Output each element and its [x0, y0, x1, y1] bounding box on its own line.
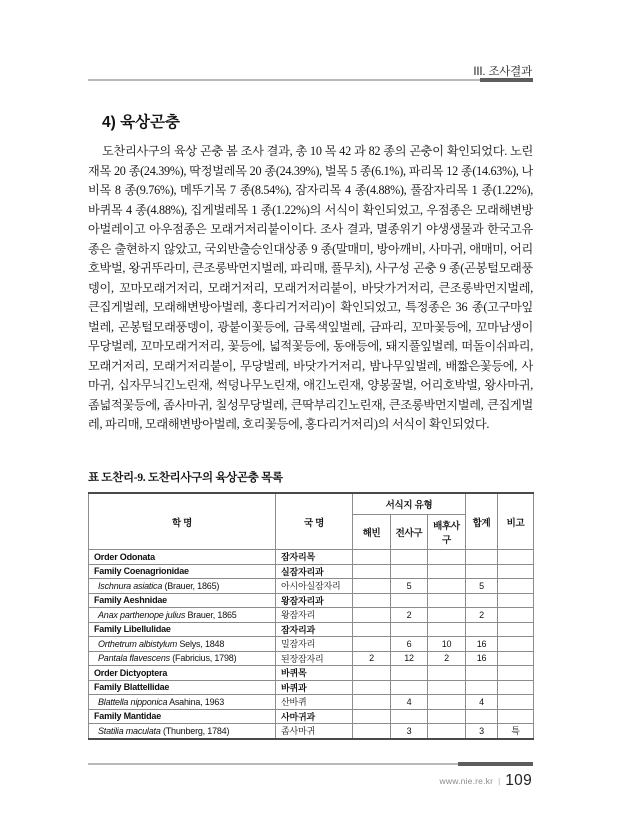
column-header-habitat-group: 서식지 유형	[353, 493, 466, 515]
scientific-name-italic: Orthetrum albistylum	[98, 638, 178, 649]
table-row-order	[89, 666, 534, 681]
footer-url: www.nie.re.kr	[439, 776, 494, 786]
korean-name-cell: 왕잠자리과	[276, 593, 353, 608]
scientific-name-cell: Family Blattellidae	[89, 680, 276, 695]
header-rule	[88, 79, 533, 81]
total-cell: 16	[466, 651, 498, 666]
note-cell	[498, 666, 534, 681]
total-cell	[466, 593, 498, 608]
scientific-name-cell: Pantala flavescens (Fabricius, 1798)	[89, 651, 276, 666]
habitat-foredune-cell: 3	[391, 724, 428, 739]
column-header-habitat-foredune: 전사구	[391, 515, 428, 550]
habitat-foredune-cell	[391, 709, 428, 724]
column-header-scientific-name: 학 명	[89, 493, 276, 550]
habitat-beach-cell	[353, 608, 391, 623]
total-cell: 5	[466, 579, 498, 594]
habitat-backdune-cell	[428, 680, 466, 695]
species-table	[88, 492, 534, 740]
scientific-name-italic: Statilia maculata	[98, 725, 161, 736]
habitat-beach-cell	[353, 680, 391, 695]
column-header-habitat-backdune: 배후사구	[428, 515, 466, 550]
korean-name-cell: 된장잠자리	[276, 651, 353, 666]
header-rule-accent	[480, 78, 533, 82]
table-row-family	[89, 622, 534, 637]
habitat-foredune-cell: 4	[391, 695, 428, 710]
habitat-foredune-cell	[391, 593, 428, 608]
habitat-backdune-cell	[428, 564, 466, 579]
habitat-backdune-cell	[428, 709, 466, 724]
scientific-name-cell: Family Libellulidae	[89, 622, 276, 637]
note-cell	[498, 695, 534, 710]
note-cell	[498, 608, 534, 623]
scientific-name-cell: Family Aeshnidae	[89, 593, 276, 608]
habitat-foredune-cell	[391, 550, 428, 565]
korean-name-cell: 왕잠자리	[276, 608, 353, 623]
scientific-name-italic: Ischnura asiatica	[98, 580, 163, 591]
page-footer	[440, 772, 532, 790]
korean-name-cell: 밀잠자리	[276, 637, 353, 652]
note-cell	[498, 680, 534, 695]
table-row-family	[89, 709, 534, 724]
scientific-name-italic: Pantala flavescens	[98, 653, 170, 664]
habitat-foredune-cell	[391, 564, 428, 579]
column-header-note: 비고	[498, 493, 534, 550]
table-row-species	[89, 579, 534, 594]
habitat-foredune-cell	[391, 622, 428, 637]
korean-name-cell: 아시아실잠자리	[276, 579, 353, 594]
habitat-backdune-cell	[428, 622, 466, 637]
table-caption: 표 도찬리-9. 도찬리사구의 육상곤충 목록	[88, 472, 283, 484]
species-table-body	[89, 550, 534, 739]
habitat-backdune-cell	[428, 608, 466, 623]
habitat-backdune-cell	[428, 724, 466, 739]
habitat-beach-cell	[353, 550, 391, 565]
table-row-species	[89, 651, 534, 666]
note-cell	[498, 637, 534, 652]
habitat-beach-cell	[353, 695, 391, 710]
body-paragraph: 도찬리사구의 육상 곤충 봄 조사 결과, 총 10 목 42 과 82 종의 곤충이 확인되었다. 노린재목 20 종(24.39%), 딱정벌레목 20 종(24.39%), 벌목 5 종(6.1%), 파리목 12 종(14.63%), 나비목 8 종(9.76%), 메뚜기목 7 종(8.54%), 잠자리목 4 종(4.88%), 풀잠자리목 1 종(1.22%), 바퀴목 4 종(4.88%), 집게벌레목 1 종(1.22%)의 서식이 확인되었고, 우점종은 모래해변방아벌레이고 아우점종은 모래거저리붙이이다. 조사 결과, 멸종위기 야생생물과 한국고유종은 출현하지 않았고, 국외반출승인대상종 9 종(말매미, 방아깨비, 사마귀, 애매미, 어리호박벌, 왕귀뚜라미, 큰조롱박먼지벌레, 파리매, 풀무치), 사구성 곤충 9 종(곤봉털모래풍뎅이, 꼬마모래거저리, 모래거저리, 모래거저리붙이, 바닷가거저리, 큰조롱박먼지벌레, 큰집게벌레, 모래해변방아벌레, 홍다리거저리)이 확인되었고, 특정종은 36 종(고구마잎벌레, 곤봉털모래풍뎅이, 광붙이꽃등에, 금록색잎벌레, 금파리, 꼬마꽃등에, 꼬마남생이무당벌레, 꼬마모래거저리, 꽃등에, 넓적꽃등에, 동애등에, 돼지풀잎벌레, 떠돌이쉬파리, 모래거저리, 모래거저리붙이, 무당벌레, 바닷가거저리, 밤나무잎벌레, 배짧은꽃등에, 사마귀, 십자무늬긴노린재, 썩덩나무노린재, 애긴노린재, 양봉꿀벌, 어리호박벌, 왕사마귀, 좀넓적꽃등에, 좀사마귀, 칠성무당벌레, 큰딱부리긴노린재, 큰조롱박먼지벌레, 큰집게벌레, 파리매, 모래해변방아벌레, 호리꽃등에, 홍다리거저리)의 서식이 확인되었다.	[88, 144, 533, 431]
habitat-foredune-cell: 5	[391, 579, 428, 594]
table-row-species	[89, 637, 534, 652]
scientific-name-italic: Blattella nipponica	[98, 696, 168, 707]
running-head: III. 조사결과	[473, 66, 532, 78]
habitat-foredune-cell: 12	[391, 651, 428, 666]
scientific-name-cell: Blattella nipponica Asahina, 1963	[89, 695, 276, 710]
korean-name-cell: 산바퀴	[276, 695, 353, 710]
habitat-backdune-cell	[428, 579, 466, 594]
habitat-foredune-cell	[391, 680, 428, 695]
note-cell	[498, 709, 534, 724]
habitat-backdune-cell	[428, 550, 466, 565]
habitat-backdune-cell	[428, 695, 466, 710]
habitat-beach-cell	[353, 622, 391, 637]
note-cell	[498, 651, 534, 666]
total-cell	[466, 666, 498, 681]
table-row-family	[89, 680, 534, 695]
scientific-name-cell: Order Dictyoptera	[89, 666, 276, 681]
scientific-name-cell: Family Mantidae	[89, 709, 276, 724]
total-cell	[466, 564, 498, 579]
note-cell	[498, 622, 534, 637]
note-cell	[498, 550, 534, 565]
korean-name-cell: 바퀴과	[276, 680, 353, 695]
table-row-order	[89, 550, 534, 565]
scientific-name-italic: Anax parthenope julius	[98, 609, 186, 620]
total-cell: 16	[466, 637, 498, 652]
total-cell: 3	[466, 724, 498, 739]
column-header-korean-name: 국 명	[276, 493, 353, 550]
habitat-beach-cell	[353, 637, 391, 652]
scientific-name-cell: Anax parthenope julius Brauer, 1865	[89, 608, 276, 623]
total-cell: 4	[466, 695, 498, 710]
habitat-backdune-cell	[428, 666, 466, 681]
habitat-beach-cell	[353, 666, 391, 681]
habitat-beach-cell	[353, 593, 391, 608]
total-cell: 2	[466, 608, 498, 623]
total-cell	[466, 680, 498, 695]
note-cell	[498, 579, 534, 594]
note-cell	[498, 564, 534, 579]
habitat-beach-cell	[353, 724, 391, 739]
habitat-beach-cell: 2	[353, 651, 391, 666]
table-row-family	[89, 593, 534, 608]
habitat-foredune-cell	[391, 666, 428, 681]
habitat-backdune-cell: 2	[428, 651, 466, 666]
total-cell	[466, 550, 498, 565]
section-heading: 4) 육상곤충	[102, 114, 180, 131]
table-row-species	[89, 695, 534, 710]
footer-separator: |	[498, 776, 501, 786]
scientific-name-cell: Order Odonata	[89, 550, 276, 565]
korean-name-cell: 잠자리목	[276, 550, 353, 565]
korean-name-cell: 잠자리과	[276, 622, 353, 637]
total-cell	[466, 622, 498, 637]
korean-name-cell: 사마귀과	[276, 709, 353, 724]
table-row-family	[89, 564, 534, 579]
habitat-backdune-cell: 10	[428, 637, 466, 652]
korean-name-cell: 좀사마귀	[276, 724, 353, 739]
page-number: 109	[505, 772, 532, 789]
total-cell	[466, 709, 498, 724]
habitat-foredune-cell: 6	[391, 637, 428, 652]
korean-name-cell: 바퀴목	[276, 666, 353, 681]
scientific-name-cell: Orthetrum albistylum Selys, 1848	[89, 637, 276, 652]
habitat-beach-cell	[353, 579, 391, 594]
note-cell	[498, 593, 534, 608]
scientific-name-cell: Ischnura asiatica (Brauer, 1865)	[89, 579, 276, 594]
note-cell: 특	[498, 724, 534, 739]
korean-name-cell: 실잠자리과	[276, 564, 353, 579]
scientific-name-cell: Statilia maculata (Thunberg, 1784)	[89, 724, 276, 739]
table-row-species	[89, 608, 534, 623]
habitat-beach-cell	[353, 564, 391, 579]
table-row-species	[89, 724, 534, 739]
column-header-total: 합계	[466, 493, 498, 550]
species-table-header	[89, 493, 534, 550]
habitat-beach-cell	[353, 709, 391, 724]
habitat-foredune-cell: 2	[391, 608, 428, 623]
column-header-habitat-beach: 해빈	[353, 515, 391, 550]
footer-rule-accent	[458, 762, 533, 766]
habitat-backdune-cell	[428, 593, 466, 608]
scientific-name-cell: Family Coenagrionidae	[89, 564, 276, 579]
